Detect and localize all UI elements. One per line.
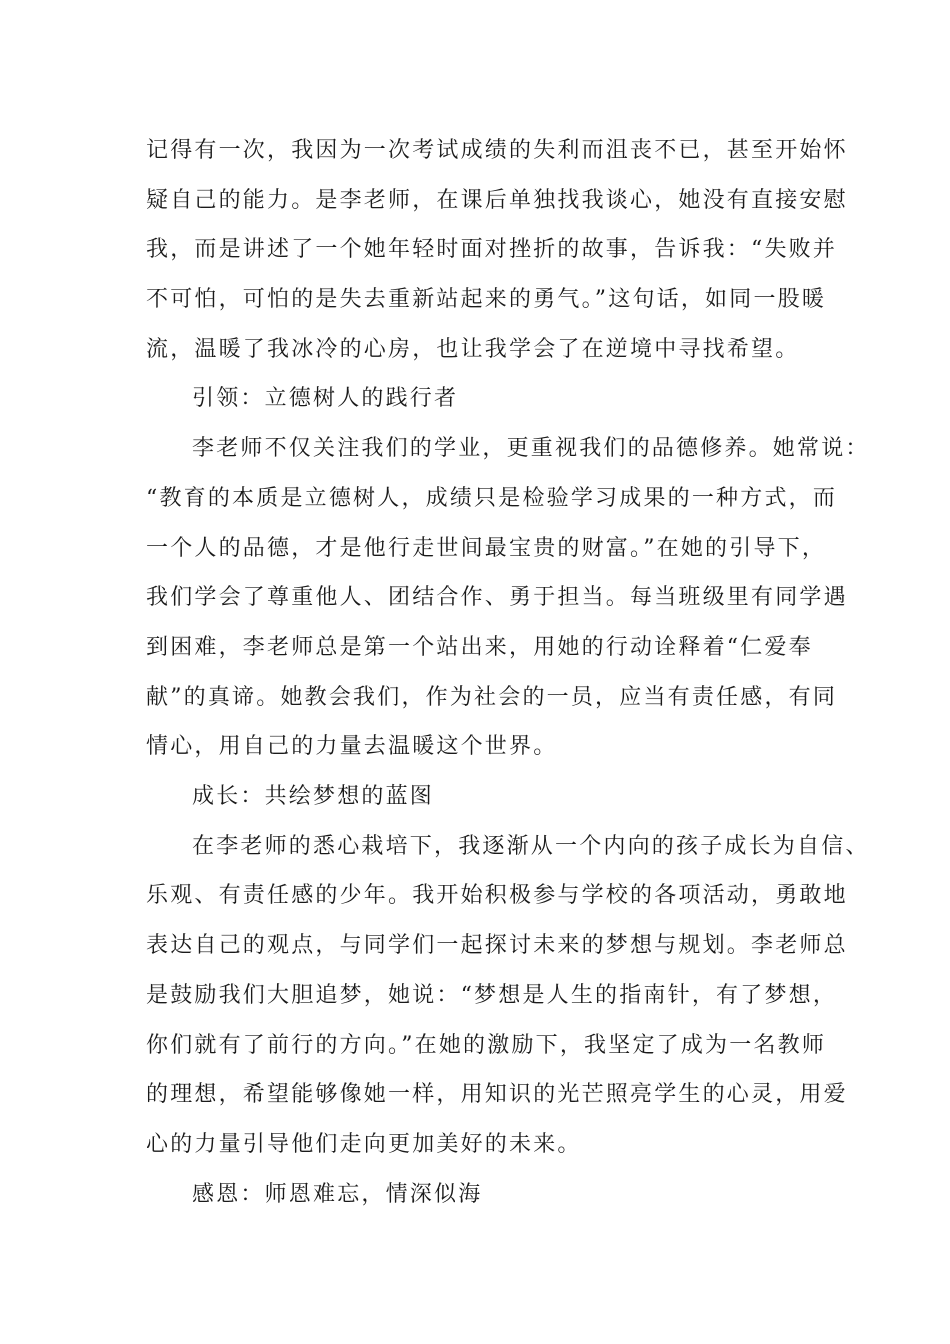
section-heading: 引领：立德树人的践行者	[192, 386, 459, 411]
body-text-line: “教育的本质是立德树人，成绩只是检验学习成果的一种方式，而	[146, 486, 838, 511]
section-heading: 感恩：师恩难忘，情深似海	[192, 1182, 483, 1207]
section-heading: 成长：共绘梦想的蓝图	[192, 784, 435, 809]
body-text-line: 一个人的品德，才是他行走世间最宝贵的财富。”在她的引导下，	[146, 536, 827, 561]
body-text-line: 在李老师的悉心栽培下，我逐渐从一个内向的孩子成长为自信、	[192, 834, 870, 859]
body-text-line: 我们学会了尊重他人、团结合作、勇于担当。每当班级里有同学遇	[146, 585, 848, 610]
body-text-line: 记得有一次，我因为一次考试成绩的失利而沮丧不已，甚至开始怀	[146, 138, 848, 163]
body-text-line: 是鼓励我们大胆追梦，她说：“梦想是人生的指南针，有了梦想，	[146, 983, 838, 1008]
body-text-line: 献”的真谛。她教会我们，作为社会的一员，应当有责任感，有同	[146, 685, 838, 710]
body-text-line: 心的力量引导他们走向更加美好的未来。	[146, 1132, 582, 1157]
body-text-line: 到困难，李老师总是第一个站出来，用她的行动诠释着“仁爱奉	[146, 635, 813, 660]
body-text-line: 不可怕，可怕的是失去重新站起来的勇气。”这句话，如同一股暖	[146, 287, 827, 312]
body-text-line: 表达自己的观点，与同学们一起探讨未来的梦想与规划。李老师总	[146, 933, 848, 958]
body-text-line: 乐观、有责任感的少年。我开始积极参与学校的各项活动，勇敢地	[146, 883, 848, 908]
body-text-line: 的理想，希望能够像她一样，用知识的光芒照亮学生的心灵，用爱	[146, 1082, 848, 1107]
body-text-line: 流，温暖了我冰冷的心房，也让我学会了在逆境中寻找希望。	[146, 337, 800, 362]
body-text-line: 情心，用自己的力量去温暖这个世界。	[146, 734, 558, 759]
body-text-line: 你们就有了前行的方向。”在她的激励下，我坚定了成为一名教师	[146, 1033, 827, 1058]
body-text-line: 我，而是讲述了一个她年轻时面对挫折的故事，告诉我：“失败并	[146, 237, 838, 262]
body-text-line: 李老师不仅关注我们的学业，更重视我们的品德修养。她常说：	[192, 436, 870, 461]
body-text-line: 疑自己的能力。是李老师，在课后单独找我谈心，她没有直接安慰	[146, 188, 848, 213]
